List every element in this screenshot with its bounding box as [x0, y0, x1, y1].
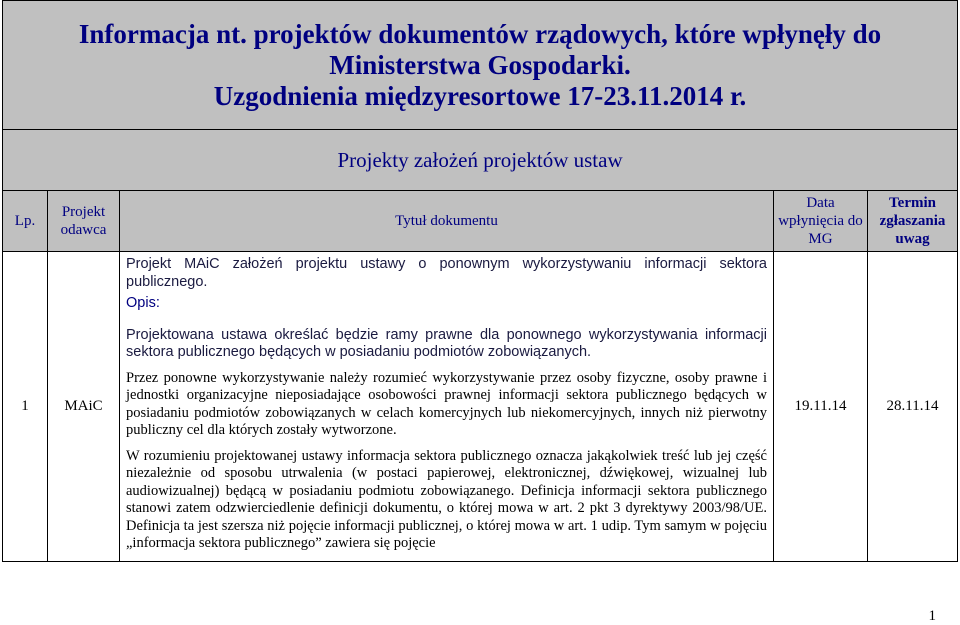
column-header-title: Tytuł dokumentu: [120, 191, 774, 252]
column-header-date: Data wpłynięcia do MG: [774, 191, 868, 252]
title-line-2: Ministerstwa Gospodarki.: [329, 49, 631, 80]
description-paragraph-2: Przez ponowne wykorzystywanie należy rozumieć wykorzystywanie przez osoby fizyczne, osoby prawne i jednostki organizacyjne nieposiadające osobowości prawnej informacji sektora publicznego będących w posiadaniu podmiotów zobowiązanych w celach komercyjnych lub niekomercyjnych, innych niż pierwotny publiczny cel dla których zostały wytworzone.: [126, 369, 767, 438]
column-header-author: Projekt odawca: [48, 191, 120, 252]
column-header-deadline: Termin zgłaszania uwag: [868, 191, 958, 252]
title-line-1: Informacja nt. projektów dokumentów rządowych, które wpłynęły do: [78, 18, 882, 49]
opis-label: Opis:: [126, 295, 160, 311]
description-paragraph-1: Projektowana ustawa określać będzie ramy prawne dla ponownego wykorzystywania informacji sektora publicznego będących w posiadaniu podmiotów zobowiązanych.: [126, 326, 767, 360]
description-paragraph-3: W rozumieniu projektowanej ustawy informacja sektora publicznego oznacza jakąkolwiek treść lub jej część niezależnie od sposobu utrwalenia (w postaci papierowej, elektronicznej, dźwiękowej, wizualnej lub audiowizualnej) będącą w posiadaniu podmiotu zobowiązanego. Definicja informacji sektora publicznego stanowi zatem odzwierciedlenie definicji dokumentu, o której mowa w art. 2 pkt 3 dyrektywy 2003/98/UE. Definicja ta jest szersza niż pojęcie informacji publicznej, o której mowa w art. 1 udip. Tym samym w pojęciu „informacja sektora publicznego” zawiera się pojęcie: [126, 447, 767, 551]
row-author: MAiC: [48, 252, 120, 562]
title-line-3: Uzgodnienia międzyresortowe 17-23.11.2014 r.: [213, 80, 747, 111]
document-title: [3, 1, 958, 130]
page-number: 1: [928, 608, 936, 624]
row-description: [120, 252, 774, 562]
document-name: Projekt MAiC założeń projektu ustawy o ponownym wykorzystywaniu informacji sektora publicznego.: [126, 256, 767, 290]
row-number: 1: [3, 252, 48, 562]
column-header-lp: Lp.: [3, 191, 48, 252]
row-deadline: 28.11.14: [868, 252, 958, 562]
table-row: [3, 252, 958, 562]
row-date-received: 19.11.14: [774, 252, 868, 562]
section-subtitle: Projekty założeń projektów ustaw: [3, 130, 958, 191]
document-table: [2, 0, 958, 562]
